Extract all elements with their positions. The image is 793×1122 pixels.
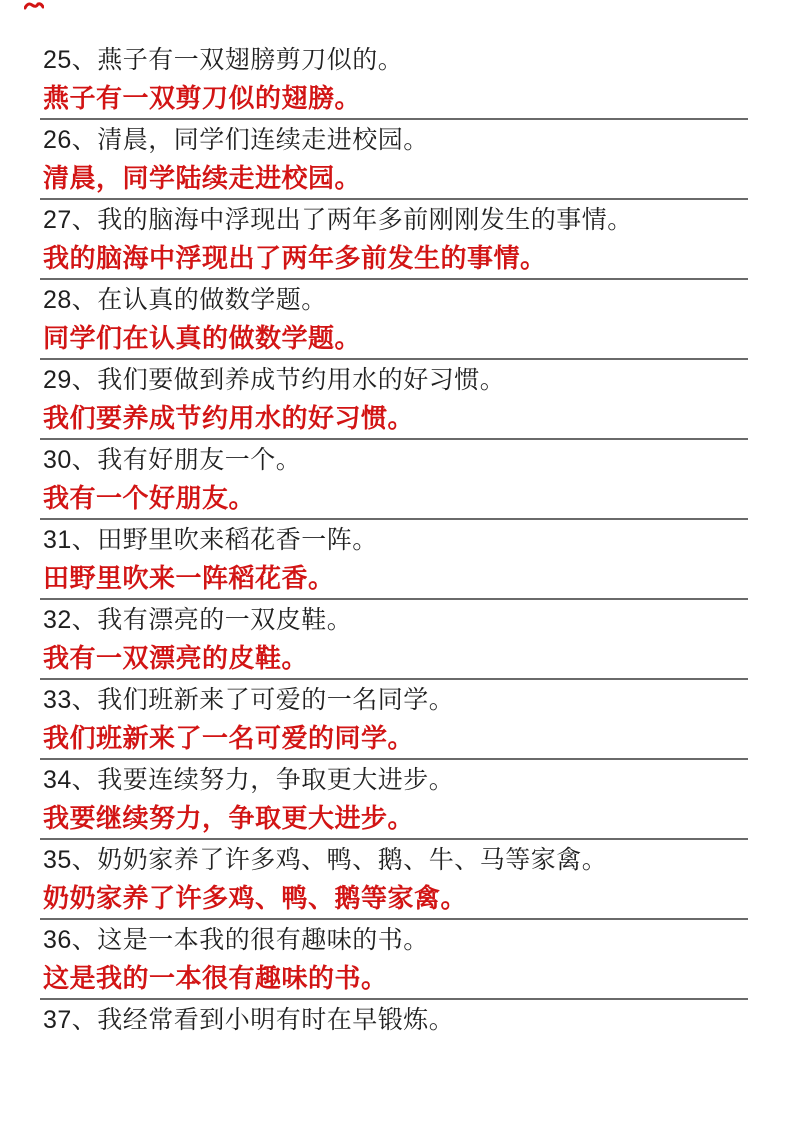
answer-sentence: 我们要养成节约用水的好习惯。 (40, 400, 748, 440)
exercise-item (40, 120, 748, 200)
sentence-correction-list (40, 40, 748, 1040)
question-sentence: 31、田野里吹来稻花香一阵。 (43, 526, 378, 554)
answer-sentence: 我有一双漂亮的皮鞋。 (40, 640, 748, 680)
red-scribble-mark (24, 1, 44, 12)
answer-sentence: 田野里吹来一阵稻花香。 (40, 560, 748, 600)
exercise-item (40, 280, 748, 360)
answer-sentence: 我们班新来了一名可爱的同学。 (40, 720, 748, 760)
exercise-item (40, 40, 748, 120)
exercise-item (40, 920, 748, 1000)
answer-sentence: 奶奶家养了许多鸡、鸭、鹅等家禽。 (40, 880, 748, 920)
question-sentence: 28、在认真的做数学题。 (43, 286, 327, 314)
question-sentence: 37、我经常看到小明有时在早锻炼。 (43, 1006, 455, 1034)
answer-sentence: 这是我的一本很有趣味的书。 (40, 960, 748, 1000)
answer-sentence: 同学们在认真的做数学题。 (40, 320, 748, 360)
answer-sentence: 我有一个好朋友。 (40, 480, 748, 520)
exercise-item (40, 840, 748, 920)
answer-sentence: 清晨，同学陆续走进校园。 (40, 160, 748, 200)
exercise-item (40, 600, 748, 680)
exercise-item (40, 440, 748, 520)
question-sentence: 33、我们班新来了可爱的一名同学。 (43, 686, 455, 714)
question-sentence: 34、我要连续努力，争取更大进步。 (43, 766, 455, 794)
exercise-item (40, 520, 748, 600)
answer-sentence: 燕子有一双剪刀似的翅膀。 (40, 80, 748, 120)
question-sentence: 30、我有好朋友一个。 (43, 446, 302, 474)
question-sentence: 27、我的脑海中浮现出了两年多前刚刚发生的事情。 (43, 206, 633, 234)
exercise-item (40, 200, 748, 280)
exercise-item (40, 1000, 748, 1040)
question-sentence: 25、燕子有一双翅膀剪刀似的。 (43, 46, 404, 74)
question-sentence: 26、清晨，同学们连续走进校园。 (43, 126, 429, 154)
exercise-item (40, 360, 748, 440)
answer-sentence: 我要继续努力，争取更大进步。 (40, 800, 748, 840)
question-sentence: 36、这是一本我的很有趣味的书。 (43, 926, 429, 954)
exercise-item (40, 760, 748, 840)
question-sentence: 29、我们要做到养成节约用水的好习惯。 (43, 366, 506, 394)
question-sentence: 35、奶奶家养了许多鸡、鸭、鹅、牛、马等家禽。 (43, 846, 608, 874)
question-sentence: 32、我有漂亮的一双皮鞋。 (43, 606, 353, 634)
answer-sentence: 我的脑海中浮现出了两年多前发生的事情。 (40, 240, 748, 280)
exercise-item (40, 680, 748, 760)
